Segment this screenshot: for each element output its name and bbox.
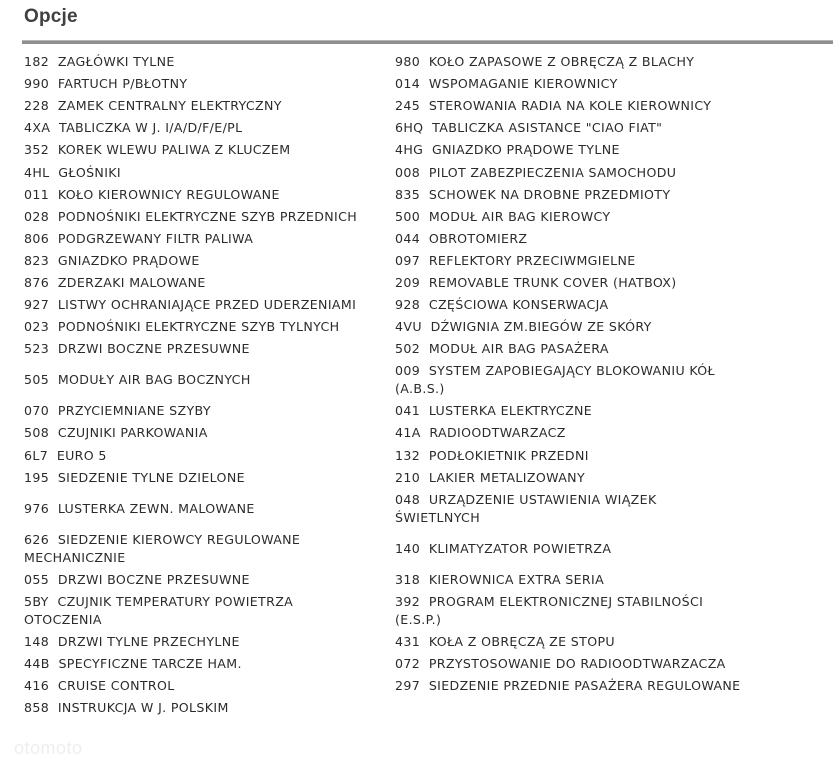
option-code: 009 [395, 363, 421, 379]
option-label: MODUŁ AIR BAG KIEROWCY [428, 208, 611, 224]
option-code: 980 [395, 54, 421, 70]
option-item [24, 161, 384, 183]
option-item [24, 95, 384, 117]
option-label: GNIAZDKO PRĄDOWE [57, 252, 200, 268]
option-label: PODNOŚNIKI ELEKTRYCZNE SZYB TYLNYCH [57, 319, 340, 335]
option-item [24, 117, 384, 139]
option-code: 297 [395, 678, 421, 694]
option-item [24, 422, 384, 444]
option-code: 140 [395, 540, 421, 556]
option-item [395, 529, 825, 569]
option-item [395, 117, 825, 139]
option-label: CZUJNIK TEMPERATURY POWIETRZA OTOCZENIA [24, 593, 294, 627]
option-item [395, 445, 825, 467]
option-code: 070 [24, 403, 50, 419]
option-item [24, 445, 384, 467]
option-code: 055 [24, 571, 50, 587]
option-item [24, 675, 384, 697]
option-item [395, 73, 825, 95]
option-label: CZĘŚCIOWA KONSERWACJA [428, 297, 609, 313]
option-label: EURO 5 [56, 447, 107, 463]
option-item [395, 272, 825, 294]
option-label: TABLICZKA ASISTANCE "CIAO FIAT" [432, 120, 663, 136]
option-code: 500 [395, 208, 421, 224]
options-list-left [24, 51, 384, 719]
option-label: OBROTOMIERZ [428, 230, 528, 246]
option-label: STEROWANIA RADIA NA KOLE KIEROWNICY [428, 98, 712, 114]
option-label: GŁOŚNIKI [58, 164, 121, 180]
option-item [395, 206, 825, 228]
option-item [395, 675, 825, 697]
option-code: 008 [395, 164, 421, 180]
option-item [395, 422, 825, 444]
option-item [395, 631, 825, 653]
option-code: 072 [395, 655, 421, 671]
option-label: LISTWY OCHRANIAJĄCE PRZED UDERZENIAMI [57, 297, 357, 313]
option-code: 041 [395, 403, 421, 419]
option-code: 505 [24, 372, 50, 388]
option-code: 4VU [395, 319, 422, 335]
option-label: INSTRUKCJA W J. POLSKIM [57, 700, 229, 716]
option-label: TABLICZKA W J. I/A/D/F/E/PL [59, 120, 243, 136]
option-item [24, 250, 384, 272]
option-label: REFLEKTORY PRZECIWMGIELNE [428, 252, 636, 268]
option-label: PRZYCIEMNIANE SZYBY [57, 403, 211, 419]
option-code: 148 [24, 633, 50, 649]
option-code: 014 [395, 76, 421, 92]
option-label: DRZWI BOCZNE PRZESUWNE [57, 571, 250, 587]
option-item [395, 591, 825, 631]
option-item [395, 184, 825, 206]
option-item [24, 206, 384, 228]
option-label: DRZWI TYLNE PRZECHYLNE [57, 633, 240, 649]
option-item [395, 360, 825, 400]
option-code: 028 [24, 208, 50, 224]
page-title: Opcje [24, 6, 78, 27]
option-item [395, 161, 825, 183]
option-label: SIEDZENIE PRZEDNIE PASAŻERA REGULOWANE [428, 678, 741, 694]
option-code: 626 [24, 531, 50, 547]
option-label: MODUŁ AIR BAG PASAŻERA [428, 341, 609, 357]
option-item [395, 294, 825, 316]
option-code: 209 [395, 274, 421, 290]
option-label: WSPOMAGANIE KIEROWNICY [428, 76, 618, 92]
option-label: CZUJNIKI PARKOWANIA [57, 425, 208, 441]
option-item [24, 51, 384, 73]
option-label: SPECYFICZNE TARCZE HAM. [58, 655, 242, 671]
option-code: 4HL [24, 164, 50, 180]
option-item [24, 653, 384, 675]
option-item [395, 95, 825, 117]
option-code: 44B [24, 655, 50, 671]
option-code: 4XA [24, 120, 51, 136]
option-label: ZDERZAKI MALOWANE [57, 274, 206, 290]
option-code: 41A [395, 425, 421, 441]
option-label: PODGRZEWANY FILTR PALIWA [57, 230, 254, 246]
option-item [395, 139, 825, 161]
option-code: 011 [24, 186, 50, 202]
option-code: 318 [395, 571, 421, 587]
option-code: 048 [395, 491, 421, 507]
option-label: LUSTERKA ELEKTRYCZNE [428, 403, 593, 419]
option-item [24, 467, 384, 489]
option-code: 823 [24, 252, 50, 268]
option-item [24, 569, 384, 591]
option-item [395, 228, 825, 250]
option-label: SYSTEM ZAPOBIEGAJĄCY BLOKOWANIU KÓŁ (A.B.S.) [395, 363, 715, 397]
option-item [395, 51, 825, 73]
option-code: 023 [24, 319, 50, 335]
option-item [24, 400, 384, 422]
option-code: 6HQ [395, 120, 424, 136]
option-label: CRUISE CONTROL [57, 678, 175, 694]
option-code: 876 [24, 274, 50, 290]
option-code: 976 [24, 500, 50, 516]
option-label: SIEDZENIE KIEROWCY REGULOWANE MECHANICZNIE [24, 531, 301, 565]
option-label: SCHOWEK NA DROBNE PRZEDMIOTY [428, 186, 671, 202]
option-item [395, 569, 825, 591]
option-code: 502 [395, 341, 421, 357]
option-code: 508 [24, 425, 50, 441]
option-code: 352 [24, 142, 50, 158]
option-item [24, 228, 384, 250]
option-item [395, 250, 825, 272]
option-item [24, 338, 384, 360]
option-item [24, 316, 384, 338]
option-label: SIEDZENIE TYLNE DZIELONE [57, 469, 245, 485]
option-label: DRZWI BOCZNE PRZESUWNE [57, 341, 250, 357]
option-code: 6L7 [24, 447, 49, 463]
option-item [24, 697, 384, 719]
option-code: 431 [395, 633, 421, 649]
option-label: KOŁO ZAPASOWE Z OBRĘCZĄ Z BLACHY [428, 54, 695, 70]
option-label: ZAGŁÓWKI TYLNE [57, 54, 175, 70]
watermark: otomoto [14, 738, 83, 758]
option-label: GNIAZDKO PRĄDOWE TYLNE [432, 142, 620, 158]
option-label: URZĄDZENIE USTAWIENIA WIĄZEK ŚWIETLNYCH [395, 491, 657, 525]
option-item [395, 489, 825, 529]
option-label: MODUŁY AIR BAG BOCZNYCH [57, 372, 251, 388]
option-code: 245 [395, 98, 421, 114]
option-label: PRZYSTOSOWANIE DO RADIOODTWARZACZA [428, 655, 726, 671]
option-item [24, 294, 384, 316]
option-code: 097 [395, 252, 421, 268]
option-label: PODŁOKIETNIK PRZEDNI [428, 447, 589, 463]
option-item [395, 338, 825, 360]
option-label: KOŁO KIEROWNICY REGULOWANE [57, 186, 280, 202]
option-label: LUSTERKA ZEWN. MALOWANE [57, 500, 255, 516]
option-item [24, 73, 384, 95]
option-label: DŹWIGNIA ZM.BIEGÓW ZE SKÓRY [430, 319, 652, 335]
option-label: KIEROWNICA EXTRA SERIA [428, 571, 605, 587]
option-code: 182 [24, 54, 50, 70]
option-code: 5BY [24, 593, 49, 609]
option-code: 132 [395, 447, 421, 463]
option-item [24, 591, 384, 631]
option-label: KOŁA Z OBRĘCZĄ ZE STOPU [428, 633, 615, 649]
option-code: 835 [395, 186, 421, 202]
option-code: 228 [24, 98, 50, 114]
option-code: 806 [24, 230, 50, 246]
option-code: 4HG [395, 142, 424, 158]
option-label: PROGRAM ELEKTRONICZNEJ STABILNOŚCI (E.S.P.) [395, 593, 704, 627]
option-label: PILOT ZABEZPIECZENIA SAMOCHODU [428, 164, 677, 180]
option-item [24, 631, 384, 653]
option-item [24, 272, 384, 294]
option-item [395, 400, 825, 422]
option-code: 195 [24, 469, 50, 485]
option-code: 990 [24, 76, 50, 92]
option-item [24, 360, 384, 400]
option-label: PODNOŚNIKI ELEKTRYCZNE SZYB PRZEDNICH [57, 208, 358, 224]
option-item [395, 316, 825, 338]
option-item [24, 489, 384, 529]
header-divider [22, 40, 833, 44]
option-code: 927 [24, 297, 50, 313]
option-item [24, 184, 384, 206]
option-code: 416 [24, 678, 50, 694]
option-label: FARTUCH P/BŁOTNY [57, 76, 188, 92]
option-code: 858 [24, 700, 50, 716]
option-item [395, 467, 825, 489]
option-item [395, 653, 825, 675]
option-code: 928 [395, 297, 421, 313]
option-code: 523 [24, 341, 50, 357]
option-code: 210 [395, 469, 421, 485]
option-label: RADIOODTWARZACZ [429, 425, 566, 441]
option-label: REMOVABLE TRUNK COVER (HATBOX) [428, 274, 677, 290]
options-list-right [395, 51, 825, 697]
option-label: ZAMEK CENTRALNY ELEKTRYCZNY [57, 98, 282, 114]
option-label: KLIMATYZATOR POWIETRZA [428, 540, 612, 556]
option-label: LAKIER METALIZOWANY [428, 469, 585, 485]
option-code: 392 [395, 593, 421, 609]
option-item [24, 529, 384, 569]
option-label: KOREK WLEWU PALIWA Z KLUCZEM [57, 142, 291, 158]
option-item [24, 139, 384, 161]
option-code: 044 [395, 230, 421, 246]
